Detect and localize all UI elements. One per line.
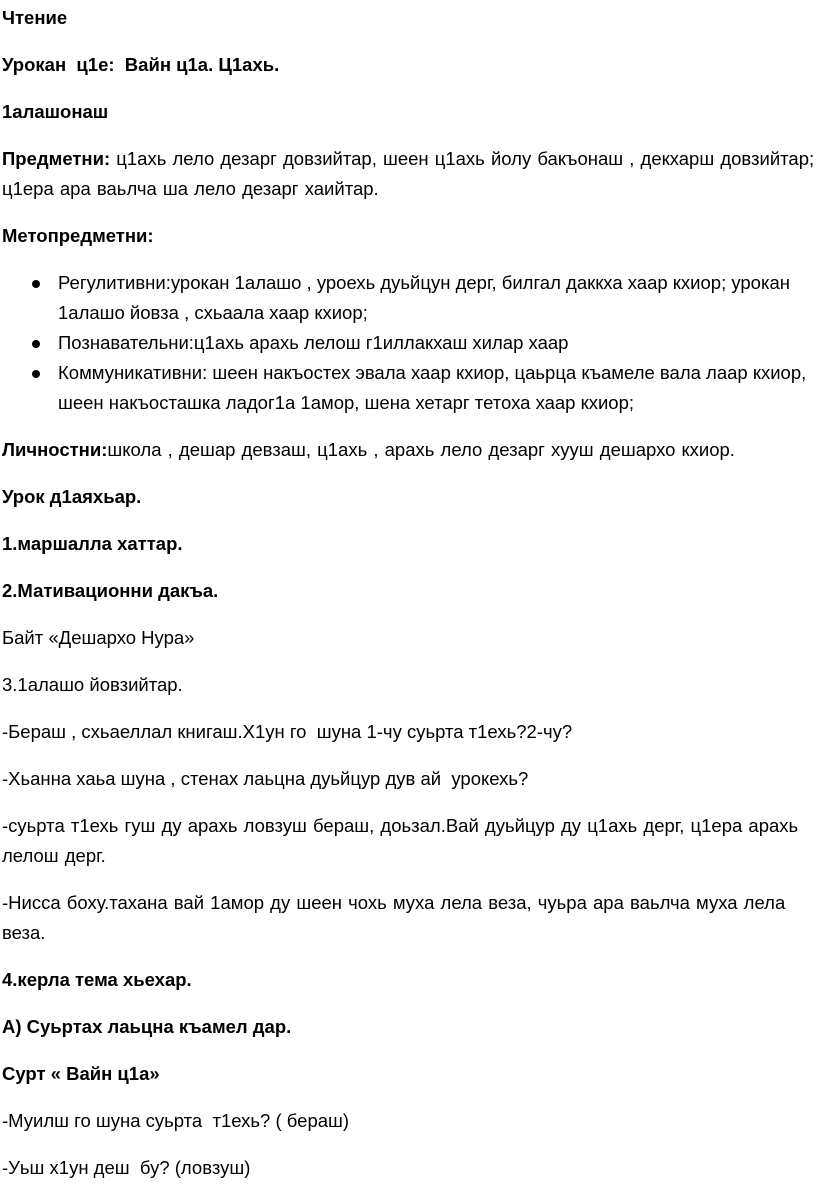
answer-1: -суьрта т1ехь гуш ду арахь ловзуш бераш, доьзал.Вай дуьйцур ду ц1ахь дерг, ц1ера арахь лелош дерг. [2, 815, 799, 866]
bullet-icon [32, 280, 40, 288]
step-goal: 3.1алашо йовзийтар. [2, 674, 183, 695]
goals-heading: 1алашонаш [2, 101, 109, 122]
picture-title: Сурт « Вайн ц1а» [2, 1063, 160, 1084]
list-item [0, 328, 816, 358]
question-4: -Уьш х1ун деш бу? (ловзуш) [2, 1157, 251, 1178]
question-1: -Бераш , схьаеллал книгаш.Х1ун го шуна 1-чу суьрта т1ехь?2-чу? [2, 721, 573, 742]
list-item-text: Регулитивни:урокан 1алашо , уроехь дуьйцун дерг, билгал даккха хаар кхиор; урокан 1алашо йовза , схьаала хаар кхиор; [58, 272, 790, 323]
list-item [0, 358, 816, 418]
document-title: Чтение [2, 7, 68, 28]
list-item-text: Коммуникативни: шеен накъостех эвала хаар кхиор, цаьрца къамеле вала лаар кхиор, шеен накъосташка ладог1а 1амор, шена хетарг тетоха хаар кхиор; [58, 362, 807, 413]
metasubject-heading: Метопредметни: [2, 225, 154, 246]
answer-2: -Нисса боху.тахана вай 1амор ду шеен чохь муха лела веза, чуьра ара ваьлча муха лела веза. [2, 892, 786, 943]
question-2: -Хьанна хаьа шуна , стенах лаьцна дуьйцур дув ай урокехь? [2, 768, 529, 789]
metasubject-list [0, 268, 816, 418]
verse-title: Байт «Дешархо Нура» [2, 627, 195, 648]
list-item-text: Познавательни:ц1ахь арахь лелош г1иллакхаш хилар хаар [58, 332, 569, 353]
step-greeting: 1.маршалла хаттар. [2, 533, 183, 554]
step-new-topic: 4.керла тема хьехар. [2, 969, 192, 990]
subject-label: Предметни: [2, 148, 111, 169]
step-motivation: 2.Мативационни дакъа. [2, 580, 219, 601]
bullet-icon [32, 340, 40, 348]
subject-goals [0, 144, 816, 204]
part-a-heading: А) Суьртах лаьцна къамел дар. [2, 1016, 292, 1037]
lesson-flow-heading: Урок д1аяхьар. [2, 486, 142, 507]
personal-goals [0, 435, 816, 465]
subject-text: ц1ахь лело дезарг довзийтар, шеен ц1ахь йолу бакъонаш , декхарш довзийтар; ц1ера ара ваьлча ша лело дезарг хаийтар. [2, 148, 815, 199]
list-item [0, 268, 816, 328]
lesson-theme: Урокан ц1е: Вайн ц1а. Ц1ахь. [2, 54, 280, 75]
personal-label: Личностни: [2, 439, 108, 460]
personal-text: школа , дешар девзаш, ц1ахь , арахь лело дезарг хууш дешархо кхиор. [107, 439, 735, 460]
bullet-icon [32, 370, 40, 378]
question-3: -Муилш го шуна суьрта т1ехь? ( бераш) [2, 1110, 350, 1131]
